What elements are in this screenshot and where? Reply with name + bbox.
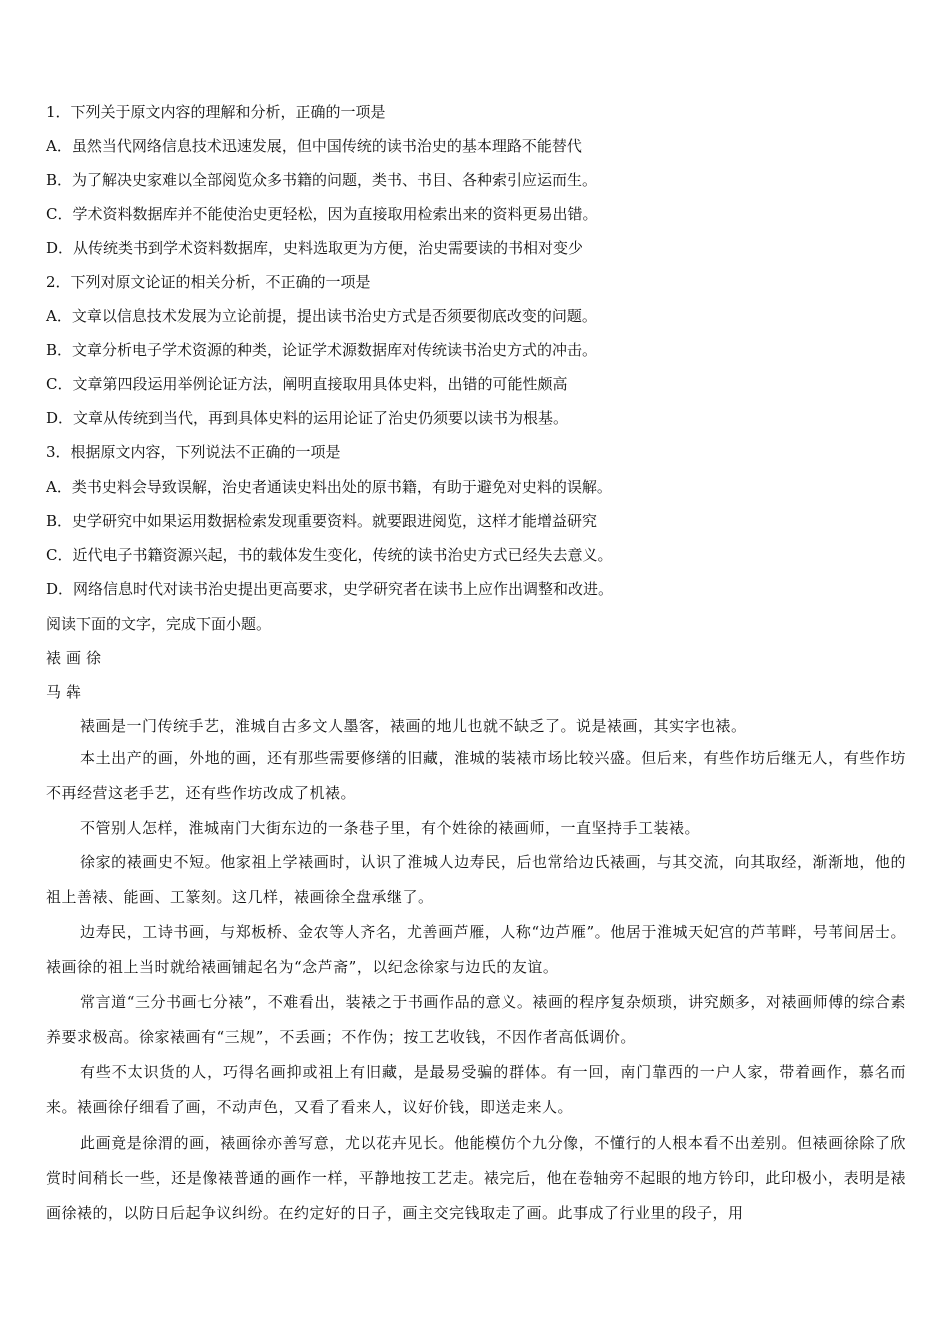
question-3-option-d: D．网络信息时代对读书治史提出更高要求，史学研究者在读书上应作出调整和改进。 [46, 580, 614, 598]
reading-paragraph-2: 本土出产的画，外地的画，还有那些需要修缮的旧藏，淮城的装裱市场比较兴盛。但后来，有些作坊后继无人，有些作坊不再经营这老手艺，还有些作坊改成了机裱。 [46, 749, 906, 802]
reading-author: 马犇 [46, 683, 87, 701]
question-1-option-d: D．从传统类书到学术资料数据库，史料选取更为方便，治史需要读的书相对变少 [46, 239, 584, 257]
reading-paragraph-4: 徐家的裱画史不短。他家祖上学裱画时，认识了淮城人边寿民，后也常给边氏裱画，与其交流，向其取经，渐渐地，他的祖上善裱、能画、工篆刻。这几样，裱画徐全盘承继了。 [46, 853, 906, 906]
question-2-option-c: C．文章第四段运用举例论证方法，阐明直接取用具体史料，出错的可能性颇高 [46, 375, 568, 393]
question-1-option-b: B．为了解决史家难以全部阅览众多书籍的问题，类书、书目、各种索引应运而生。 [46, 171, 598, 189]
reading-paragraph-1: 裱画是一门传统手艺，淮城自古多文人墨客，裱画的地儿也就不缺乏了。说是裱画，其实字也裱。 [80, 717, 747, 735]
question-2-option-b: B．文章分析电子学术资源的种类，论证学术源数据库对传统读书治史方式的冲击。 [46, 341, 598, 359]
reading-paragraph-5: 边寿民，工诗书画，与郑板桥、金农等人齐名，尤善画芦雁，人称“边芦雁”。他居于淮城天妃宫的芦苇畔，号苇间居士。裱画徐的祖上当时就给裱画铺起名为“念芦斋”，以纪念徐家与边氏的友谊。 [46, 923, 906, 976]
question-3-stem: 3．根据原文内容，下列说法不正确的一项是 [46, 443, 341, 461]
reading-paragraph-8: 此画竟是徐渭的画，裱画徐亦善写意，尤以花卉见长。他能模仿个九分像，不懂行的人根本看不出差别。但裱画徐除了欣赏时间稍长一些，还是像裱普通的画作一样，平静地按工艺走。裱完后，他在卷轴旁不起眼的地方钤印，此印极小，表明是裱画徐裱的，以防日后起争议纠纷。在约定好的日子，画主交完钱取走了画。此事成了行业里的段子，用 [46, 1134, 906, 1222]
question-1-stem: 1．下列关于原文内容的理解和分析，正确的一项是 [46, 103, 386, 121]
reading-paragraph-6: 常言道“三分书画七分裱”，不难看出，装裱之于书画作品的意义。裱画的程序复杂烦琐，讲究颇多，对裱画师傅的综合素养要求极高。徐家裱画有“三规”，不丢画；不作伪；按工艺收钱，不因作者高低调价。 [46, 993, 906, 1046]
reading-paragraph-3: 不管别人怎样，淮城南门大街东边的一条巷子里，有个姓徐的裱画师，一直坚持手工装裱。 [80, 819, 701, 837]
question-1-option-c: C．学术资料数据库并不能使治史更轻松，因为直接取用检索出来的资料更易出错。 [46, 205, 598, 223]
reading-title: 裱画徐 [46, 649, 107, 667]
reading-paragraph-7: 有些不太识货的人，巧得名画抑或祖上有旧藏，是最易受骗的群体。有一回，南门靠西的一户人家，带着画作，慕名而来。裱画徐仔细看了画，不动声色，又看了看来人，议好价钱，即送走来人。 [46, 1063, 906, 1116]
question-2-stem: 2．下列对原文论证的相关分析，不正确的一项是 [46, 273, 371, 291]
reading-instruction: 阅读下面的文字，完成下面小题。 [46, 615, 272, 633]
question-2-option-d: D．文章从传统到当代，再到具体史料的运用论证了治史仍须要以读书为根基。 [46, 409, 569, 427]
question-2-option-a: A．文章以信息技术发展为立论前提，提出读书治史方式是否须要彻底改变的问题。 [46, 307, 597, 325]
question-1-option-a: A．虽然当代网络信息技术迅速发展，但中国传统的读书治史的基本理路不能替代 [46, 137, 582, 155]
question-3-option-b: B．史学研究中如果运用数据检索发现重要资料。就要跟进阅览，这样才能增益研究 [46, 512, 598, 530]
question-3-option-c: C．近代电子书籍资源兴起，书的载体发生变化，传统的读书治史方式已经失去意义。 [46, 546, 613, 564]
question-3-option-a: A．类书史料会导致误解，治史者通读史料出处的原书籍，有助于避免对史料的误解。 [46, 478, 612, 496]
